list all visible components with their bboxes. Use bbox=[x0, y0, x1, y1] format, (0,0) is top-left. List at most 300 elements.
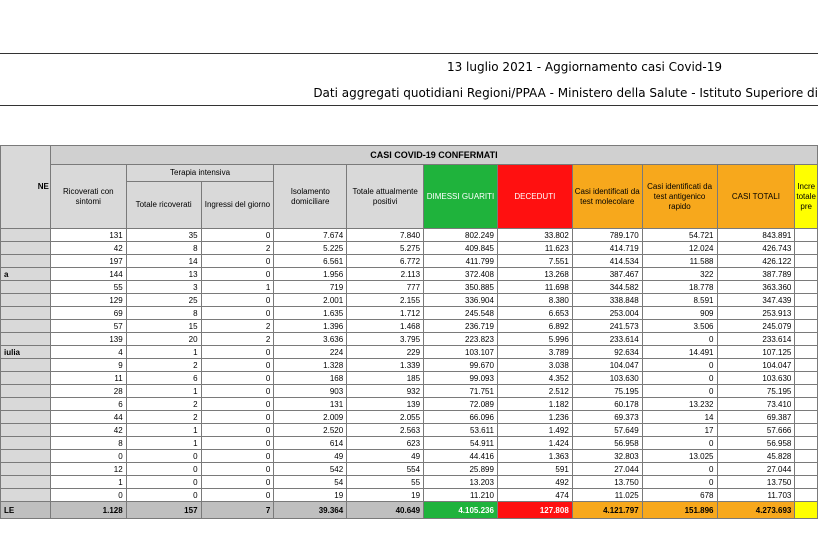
data-cell: 11.698 bbox=[497, 281, 572, 294]
data-cell: 14 bbox=[126, 255, 201, 268]
data-cell: 0 bbox=[201, 307, 274, 320]
data-cell: 2 bbox=[201, 242, 274, 255]
region-cell: a bbox=[1, 268, 51, 281]
data-cell: 1.956 bbox=[274, 268, 347, 281]
data-cell: 131 bbox=[50, 229, 126, 242]
data-cell: 15 bbox=[126, 320, 201, 333]
data-cell: 0 bbox=[201, 385, 274, 398]
data-cell: 44.416 bbox=[424, 450, 498, 463]
increment-cell bbox=[795, 424, 818, 437]
data-cell: 241.573 bbox=[572, 320, 642, 333]
data-cell: 69.373 bbox=[572, 411, 642, 424]
data-cell: 802.249 bbox=[424, 229, 498, 242]
data-cell: 414.719 bbox=[572, 242, 642, 255]
data-cell: 253.913 bbox=[717, 307, 795, 320]
data-cell: 2.520 bbox=[274, 424, 347, 437]
increment-cell bbox=[795, 385, 818, 398]
data-cell: 144 bbox=[50, 268, 126, 281]
data-cell: 6 bbox=[50, 398, 126, 411]
data-cell: 372.408 bbox=[424, 268, 498, 281]
data-cell: 103.630 bbox=[572, 372, 642, 385]
region-cell bbox=[1, 450, 51, 463]
data-cell: 1.468 bbox=[347, 320, 424, 333]
data-cell: 614 bbox=[274, 437, 347, 450]
region-cell bbox=[1, 463, 51, 476]
data-cell: 197 bbox=[50, 255, 126, 268]
data-cell: 233.614 bbox=[717, 333, 795, 346]
data-cell: 4.121.797 bbox=[572, 502, 642, 519]
table-row bbox=[1, 489, 818, 502]
data-cell: 4 bbox=[50, 346, 126, 359]
data-cell: 363.360 bbox=[717, 281, 795, 294]
increment-cell bbox=[795, 333, 818, 346]
data-cell: 0 bbox=[201, 476, 274, 489]
data-cell: 25.899 bbox=[424, 463, 498, 476]
data-cell: 338.848 bbox=[572, 294, 642, 307]
region-cell bbox=[1, 229, 51, 242]
data-cell: 253.004 bbox=[572, 307, 642, 320]
data-cell: 591 bbox=[497, 463, 572, 476]
data-cell: 32.803 bbox=[572, 450, 642, 463]
data-cell: 8.380 bbox=[497, 294, 572, 307]
data-cell: 20 bbox=[126, 333, 201, 346]
table-row bbox=[1, 372, 818, 385]
data-cell: 336.904 bbox=[424, 294, 498, 307]
data-cell: 33.802 bbox=[497, 229, 572, 242]
main-header: CASI COVID-19 CONFERMATI bbox=[50, 146, 817, 165]
page-title: 13 luglio 2021 - Aggiornamento casi Covid-19 bbox=[446, 60, 722, 74]
data-cell: 474 bbox=[497, 489, 572, 502]
data-cell: 1 bbox=[50, 476, 126, 489]
data-cell: 129 bbox=[50, 294, 126, 307]
data-cell: 554 bbox=[347, 463, 424, 476]
table-row bbox=[1, 476, 818, 489]
region-cell bbox=[1, 307, 51, 320]
data-cell: 151.896 bbox=[642, 502, 717, 519]
data-cell: 53.611 bbox=[424, 424, 498, 437]
col-molecolare: Casi identificati da test molecolare bbox=[572, 165, 642, 229]
data-cell: 414.534 bbox=[572, 255, 642, 268]
table-row bbox=[1, 463, 818, 476]
data-cell: 909 bbox=[642, 307, 717, 320]
data-cell: 11.623 bbox=[497, 242, 572, 255]
data-cell: 0 bbox=[201, 268, 274, 281]
covid-cases-table bbox=[0, 145, 818, 519]
data-cell: 40.649 bbox=[347, 502, 424, 519]
data-cell: 11 bbox=[50, 372, 126, 385]
data-cell: 4.352 bbox=[497, 372, 572, 385]
data-cell: 104.047 bbox=[572, 359, 642, 372]
data-cell: 2.055 bbox=[347, 411, 424, 424]
data-cell: 13.268 bbox=[497, 268, 572, 281]
data-cell: 99.093 bbox=[424, 372, 498, 385]
data-cell: 92.634 bbox=[572, 346, 642, 359]
data-cell: 2.563 bbox=[347, 424, 424, 437]
table-row bbox=[1, 281, 818, 294]
data-cell: 69 bbox=[50, 307, 126, 320]
region-cell bbox=[1, 294, 51, 307]
data-cell: 18.778 bbox=[642, 281, 717, 294]
data-cell: 13.750 bbox=[717, 476, 795, 489]
data-cell: 0 bbox=[201, 255, 274, 268]
data-cell: 1.328 bbox=[274, 359, 347, 372]
data-cell: 49 bbox=[274, 450, 347, 463]
data-cell: 131 bbox=[274, 398, 347, 411]
data-cell: 0 bbox=[201, 398, 274, 411]
data-cell: 0 bbox=[642, 476, 717, 489]
data-cell: 7.674 bbox=[274, 229, 347, 242]
data-cell: 1.182 bbox=[497, 398, 572, 411]
data-cell: 7 bbox=[201, 502, 274, 519]
data-cell: 139 bbox=[50, 333, 126, 346]
data-cell: 0 bbox=[50, 450, 126, 463]
col-isolamento: Isolamento domiciliare bbox=[274, 165, 347, 229]
data-cell: 0 bbox=[642, 385, 717, 398]
data-cell: 13.025 bbox=[642, 450, 717, 463]
data-cell: 2.001 bbox=[274, 294, 347, 307]
data-cell: 0 bbox=[201, 489, 274, 502]
increment-cell bbox=[795, 489, 818, 502]
increment-cell bbox=[795, 463, 818, 476]
data-cell: 1 bbox=[126, 346, 201, 359]
data-cell: 411.799 bbox=[424, 255, 498, 268]
data-cell: 426.743 bbox=[717, 242, 795, 255]
data-cell: 45.828 bbox=[717, 450, 795, 463]
data-cell: 932 bbox=[347, 385, 424, 398]
data-cell: 347.439 bbox=[717, 294, 795, 307]
data-cell: 0 bbox=[642, 372, 717, 385]
increment-cell bbox=[795, 268, 818, 281]
data-cell: 0 bbox=[126, 489, 201, 502]
data-cell: 54.721 bbox=[642, 229, 717, 242]
data-cell: 55 bbox=[50, 281, 126, 294]
col-ti-totale: Totale ricoverati bbox=[126, 182, 201, 229]
data-cell: 75.195 bbox=[717, 385, 795, 398]
increment-cell bbox=[795, 502, 818, 519]
data-cell: 56.958 bbox=[717, 437, 795, 450]
data-cell: 60.178 bbox=[572, 398, 642, 411]
data-cell: 245.079 bbox=[717, 320, 795, 333]
region-cell bbox=[1, 398, 51, 411]
data-cell: 13 bbox=[126, 268, 201, 281]
table-row bbox=[1, 229, 818, 242]
data-cell: 19 bbox=[274, 489, 347, 502]
data-cell: 7.551 bbox=[497, 255, 572, 268]
data-cell: 71.751 bbox=[424, 385, 498, 398]
data-cell: 2 bbox=[126, 411, 201, 424]
increment-cell bbox=[795, 359, 818, 372]
data-cell: 27.044 bbox=[717, 463, 795, 476]
data-cell: 6 bbox=[126, 372, 201, 385]
data-cell: 0 bbox=[201, 372, 274, 385]
region-cell: LE bbox=[1, 502, 51, 519]
data-cell: 2.512 bbox=[497, 385, 572, 398]
data-cell: 3.636 bbox=[274, 333, 347, 346]
data-cell: 387.467 bbox=[572, 268, 642, 281]
data-cell: 11.588 bbox=[642, 255, 717, 268]
table-row bbox=[1, 398, 818, 411]
data-cell: 719 bbox=[274, 281, 347, 294]
data-cell: 13.750 bbox=[572, 476, 642, 489]
data-cell: 56.958 bbox=[572, 437, 642, 450]
region-cell bbox=[1, 476, 51, 489]
data-cell: 492 bbox=[497, 476, 572, 489]
increment-cell bbox=[795, 476, 818, 489]
data-cell: 2.113 bbox=[347, 268, 424, 281]
data-cell: 3.038 bbox=[497, 359, 572, 372]
region-cell bbox=[1, 489, 51, 502]
increment-cell bbox=[795, 242, 818, 255]
data-cell: 0 bbox=[201, 346, 274, 359]
increment-cell bbox=[795, 346, 818, 359]
region-cell bbox=[1, 320, 51, 333]
data-cell: 322 bbox=[642, 268, 717, 281]
col-incremento: Incre totale pre bbox=[795, 165, 818, 229]
region-cell bbox=[1, 242, 51, 255]
data-cell: 678 bbox=[642, 489, 717, 502]
increment-cell bbox=[795, 372, 818, 385]
data-cell: 27.044 bbox=[572, 463, 642, 476]
data-cell: 3.506 bbox=[642, 320, 717, 333]
table-row bbox=[1, 450, 818, 463]
data-cell: 103.107 bbox=[424, 346, 498, 359]
col-terapia: Terapia intensiva bbox=[126, 165, 274, 182]
data-cell: 4.273.693 bbox=[717, 502, 795, 519]
data-cell: 0 bbox=[642, 463, 717, 476]
data-cell: 4.105.236 bbox=[424, 502, 498, 519]
data-cell: 0 bbox=[50, 489, 126, 502]
data-cell: 3.789 bbox=[497, 346, 572, 359]
col-dimessi: DIMESSI GUARITI bbox=[424, 165, 498, 229]
increment-cell bbox=[795, 255, 818, 268]
data-cell: 843.891 bbox=[717, 229, 795, 242]
data-cell: 25 bbox=[126, 294, 201, 307]
col-totali: CASI TOTALI bbox=[717, 165, 795, 229]
data-cell: 0 bbox=[126, 463, 201, 476]
data-cell: 3.795 bbox=[347, 333, 424, 346]
data-cell: 28 bbox=[50, 385, 126, 398]
data-cell: 75.195 bbox=[572, 385, 642, 398]
data-cell: 223.823 bbox=[424, 333, 498, 346]
data-cell: 13.203 bbox=[424, 476, 498, 489]
top-rule bbox=[0, 53, 818, 54]
data-cell: 0 bbox=[201, 229, 274, 242]
data-cell: 777 bbox=[347, 281, 424, 294]
increment-cell bbox=[795, 450, 818, 463]
data-cell: 0 bbox=[201, 424, 274, 437]
table-row bbox=[1, 242, 818, 255]
data-cell: 789.170 bbox=[572, 229, 642, 242]
data-cell: 1.424 bbox=[497, 437, 572, 450]
table-row bbox=[1, 359, 818, 372]
data-cell: 0 bbox=[642, 359, 717, 372]
col-positivi: Totale attualmente positivi bbox=[347, 165, 424, 229]
table-row bbox=[1, 268, 818, 281]
region-cell bbox=[1, 437, 51, 450]
data-cell: 236.719 bbox=[424, 320, 498, 333]
increment-cell bbox=[795, 320, 818, 333]
data-cell: 54.911 bbox=[424, 437, 498, 450]
data-cell: 0 bbox=[201, 411, 274, 424]
data-cell: 12.024 bbox=[642, 242, 717, 255]
data-cell: 623 bbox=[347, 437, 424, 450]
data-cell: 42 bbox=[50, 242, 126, 255]
data-cell: 0 bbox=[201, 450, 274, 463]
data-cell: 8 bbox=[126, 307, 201, 320]
data-cell: 11.703 bbox=[717, 489, 795, 502]
table-row bbox=[1, 437, 818, 450]
data-cell: 57.649 bbox=[572, 424, 642, 437]
data-cell: 57 bbox=[50, 320, 126, 333]
region-cell bbox=[1, 359, 51, 372]
data-cell: 2 bbox=[201, 333, 274, 346]
data-cell: 426.122 bbox=[717, 255, 795, 268]
region-cell bbox=[1, 411, 51, 424]
data-cell: 73.410 bbox=[717, 398, 795, 411]
region-cell bbox=[1, 255, 51, 268]
data-cell: 6.772 bbox=[347, 255, 424, 268]
increment-cell bbox=[795, 294, 818, 307]
data-cell: 127.808 bbox=[497, 502, 572, 519]
region-cell bbox=[1, 372, 51, 385]
increment-cell bbox=[795, 411, 818, 424]
data-cell: 0 bbox=[201, 437, 274, 450]
data-cell: 99.670 bbox=[424, 359, 498, 372]
data-cell: 168 bbox=[274, 372, 347, 385]
data-cell: 3 bbox=[126, 281, 201, 294]
data-cell: 7.840 bbox=[347, 229, 424, 242]
data-cell: 8 bbox=[50, 437, 126, 450]
data-cell: 409.845 bbox=[424, 242, 498, 255]
data-cell: 387.789 bbox=[717, 268, 795, 281]
col-ricoverati: Ricoverati con sintomi bbox=[50, 165, 126, 229]
data-cell: 2 bbox=[126, 398, 201, 411]
col-antigenico: Casi identificati da test antigenico rapido bbox=[642, 165, 717, 229]
data-cell: 57.666 bbox=[717, 424, 795, 437]
data-cell: 1 bbox=[126, 385, 201, 398]
data-cell: 104.047 bbox=[717, 359, 795, 372]
data-cell: 0 bbox=[201, 294, 274, 307]
total-row bbox=[1, 502, 818, 519]
increment-cell bbox=[795, 229, 818, 242]
table-row bbox=[1, 346, 818, 359]
data-cell: 1.128 bbox=[50, 502, 126, 519]
data-cell: 8.591 bbox=[642, 294, 717, 307]
data-cell: 1.236 bbox=[497, 411, 572, 424]
data-cell: 5.996 bbox=[497, 333, 572, 346]
table-row bbox=[1, 333, 818, 346]
data-cell: 903 bbox=[274, 385, 347, 398]
data-cell: 0 bbox=[201, 463, 274, 476]
col-ti-ingressi: Ingressi del giorno bbox=[201, 182, 274, 229]
table-row bbox=[1, 307, 818, 320]
table-row bbox=[1, 255, 818, 268]
data-cell: 0 bbox=[642, 333, 717, 346]
table-row bbox=[1, 320, 818, 333]
data-cell: 13.232 bbox=[642, 398, 717, 411]
data-cell: 245.548 bbox=[424, 307, 498, 320]
increment-cell bbox=[795, 281, 818, 294]
data-cell: 5.275 bbox=[347, 242, 424, 255]
data-cell: 54 bbox=[274, 476, 347, 489]
data-cell: 2.155 bbox=[347, 294, 424, 307]
region-cell bbox=[1, 385, 51, 398]
data-cell: 39.364 bbox=[274, 502, 347, 519]
data-cell: 44 bbox=[50, 411, 126, 424]
data-cell: 0 bbox=[126, 450, 201, 463]
data-cell: 42 bbox=[50, 424, 126, 437]
data-cell: 229 bbox=[347, 346, 424, 359]
increment-cell bbox=[795, 307, 818, 320]
region-header: NE bbox=[1, 146, 51, 229]
data-cell: 185 bbox=[347, 372, 424, 385]
region-cell bbox=[1, 424, 51, 437]
region-cell bbox=[1, 281, 51, 294]
data-cell: 350.885 bbox=[424, 281, 498, 294]
data-cell: 8 bbox=[126, 242, 201, 255]
data-cell: 157 bbox=[126, 502, 201, 519]
data-cell: 55 bbox=[347, 476, 424, 489]
data-cell: 233.614 bbox=[572, 333, 642, 346]
data-cell: 12 bbox=[50, 463, 126, 476]
data-cell: 6.561 bbox=[274, 255, 347, 268]
col-deceduti: DECEDUTI bbox=[497, 165, 572, 229]
page-subtitle: Dati aggregati quotidiani Regioni/PPAA - Ministero della Salute - Istituto Superiore di bbox=[313, 86, 818, 100]
data-cell: 0 bbox=[126, 476, 201, 489]
data-cell: 5.225 bbox=[274, 242, 347, 255]
region-cell bbox=[1, 333, 51, 346]
data-cell: 9 bbox=[50, 359, 126, 372]
data-cell: 11.025 bbox=[572, 489, 642, 502]
data-cell: 1.635 bbox=[274, 307, 347, 320]
region-cell: iulia bbox=[1, 346, 51, 359]
data-cell: 2 bbox=[126, 359, 201, 372]
data-cell: 66.096 bbox=[424, 411, 498, 424]
bottom-rule bbox=[0, 105, 818, 106]
table-body bbox=[1, 229, 818, 519]
data-cell: 1.339 bbox=[347, 359, 424, 372]
data-cell: 107.125 bbox=[717, 346, 795, 359]
data-cell: 49 bbox=[347, 450, 424, 463]
data-cell: 2.009 bbox=[274, 411, 347, 424]
increment-cell bbox=[795, 437, 818, 450]
table-row bbox=[1, 411, 818, 424]
data-cell: 11.210 bbox=[424, 489, 498, 502]
table-row bbox=[1, 424, 818, 437]
data-cell: 103.630 bbox=[717, 372, 795, 385]
data-cell: 72.089 bbox=[424, 398, 498, 411]
data-cell: 1.492 bbox=[497, 424, 572, 437]
data-cell: 1 bbox=[201, 281, 274, 294]
data-cell: 35 bbox=[126, 229, 201, 242]
data-cell: 542 bbox=[274, 463, 347, 476]
increment-cell bbox=[795, 398, 818, 411]
data-cell: 224 bbox=[274, 346, 347, 359]
data-cell: 1 bbox=[126, 437, 201, 450]
data-cell: 0 bbox=[201, 359, 274, 372]
data-cell: 1.396 bbox=[274, 320, 347, 333]
data-cell: 14 bbox=[642, 411, 717, 424]
data-cell: 14.491 bbox=[642, 346, 717, 359]
data-cell: 17 bbox=[642, 424, 717, 437]
data-cell: 69.387 bbox=[717, 411, 795, 424]
data-cell: 1.712 bbox=[347, 307, 424, 320]
data-cell: 2 bbox=[201, 320, 274, 333]
data-cell: 0 bbox=[642, 437, 717, 450]
data-cell: 1 bbox=[126, 424, 201, 437]
data-cell: 344.582 bbox=[572, 281, 642, 294]
data-cell: 6.653 bbox=[497, 307, 572, 320]
